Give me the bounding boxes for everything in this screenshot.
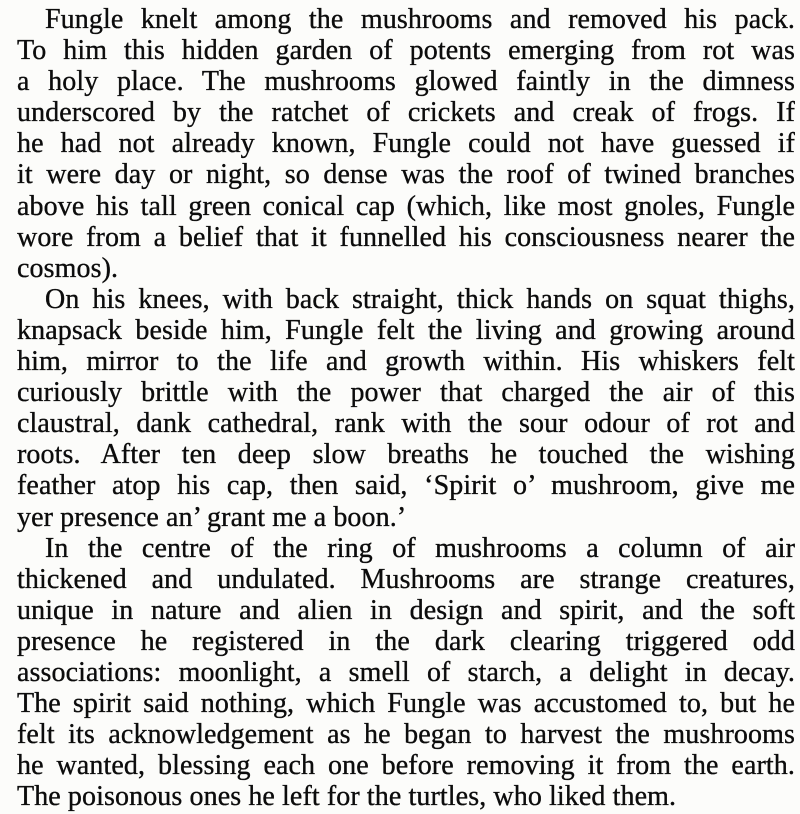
- paragraph: [17, 284, 795, 533]
- text-line: unique in nature and alien in design and spirit, and the soft: [17, 594, 795, 626]
- text-line: he wanted, blessing each one before removing it from the earth.: [17, 750, 795, 782]
- text-line: The poisonous ones he left for the turtles, who liked them.: [17, 781, 677, 813]
- text-line: roots. After ten deep slow breaths he touched the wishing: [17, 439, 795, 471]
- text-line: he had not already known, Fungle could not have guessed if: [17, 128, 795, 160]
- text-line: presence he registered in the dark clearing triggered odd: [17, 625, 795, 657]
- text-line: him, mirror to the life and growth within. His whiskers felt: [17, 346, 795, 378]
- text-line: knapsack beside him, Fungle felt the living and growing around: [17, 314, 795, 346]
- text-line: yer presence an’ grant me a boon.’: [17, 501, 407, 533]
- text-line: associations: moonlight, a smell of starch, a delight in decay.: [17, 656, 795, 688]
- text-line: wore from a belief that it funnelled his consciousness nearer the: [17, 221, 795, 253]
- paragraph: [17, 4, 795, 284]
- text-line: cosmos).: [17, 252, 119, 284]
- text-line: underscored by the ratchet of crickets and creak of frogs. If: [17, 97, 795, 129]
- text-line: curiously brittle with the power that charged the air of this: [17, 377, 795, 409]
- text-line: To him this hidden garden of potents emerging from rot was: [17, 35, 795, 67]
- text-line: felt its acknowledgement as he began to harvest the mushrooms: [17, 719, 795, 751]
- text-line: In the centre of the ring of mushrooms a column of air: [45, 532, 795, 564]
- text-line: above his tall green conical cap (which, like most gnoles, Fungle: [17, 190, 795, 222]
- text-line: thickened and undulated. Mushrooms are strange creatures,: [17, 563, 795, 595]
- text-line: feather atop his cap, then said, ‘Spirit o’ mushroom, give me: [17, 470, 795, 502]
- text-line: a holy place. The mushrooms glowed faintly in the dimness: [17, 66, 795, 98]
- text-line: On his knees, with back straight, thick hands on squat thighs,: [45, 283, 795, 315]
- text-line: it were day or night, so dense was the roof of twined branches: [17, 159, 795, 191]
- text-line: claustral, dank cathedral, rank with the sour odour of rot and: [17, 408, 795, 440]
- text-line: Fungle knelt among the mushrooms and removed his pack.: [45, 4, 795, 35]
- text-line: The spirit said nothing, which Fungle was accustomed to, but he: [17, 688, 795, 720]
- paragraph: [17, 533, 795, 813]
